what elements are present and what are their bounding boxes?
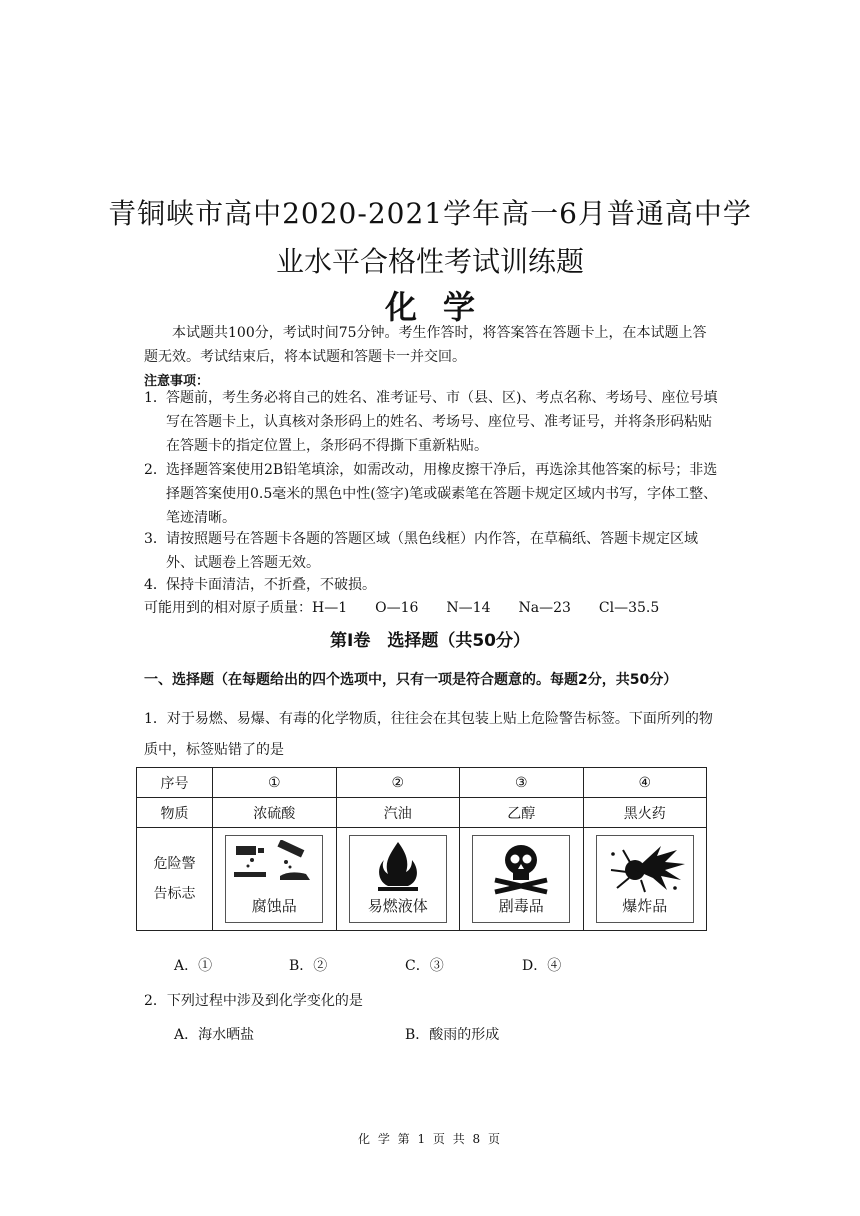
note-item xyxy=(144,527,720,575)
table-cell xyxy=(213,828,337,931)
page-footer: 化 学 第 1 页 共 8 页 xyxy=(358,1132,502,1146)
q1-option-b[interactable]: B．② xyxy=(289,958,328,974)
table-row xyxy=(137,768,707,798)
part-title: 一、选择题（在每题给出的四个选项中，只有一项是符合题意的。每题2分，共50分） xyxy=(144,672,678,688)
paper-title-line2: 业水平合格性考试训练题 xyxy=(275,245,584,278)
sign-label: 腐蚀品 xyxy=(251,897,297,915)
note-item xyxy=(144,386,720,458)
table-cell: 浓硫酸 xyxy=(213,798,337,828)
skull-crossbones-icon xyxy=(477,840,565,896)
hazard-sign xyxy=(596,835,694,923)
sign-label: 爆炸品 xyxy=(622,897,668,915)
table-cell: 物质 xyxy=(137,798,213,828)
q2-option-a[interactable]: A．海水晒盐 xyxy=(174,1027,255,1043)
corrosive-icon xyxy=(230,840,318,896)
hazard-table xyxy=(136,767,707,931)
q1-option-d[interactable]: D．④ xyxy=(522,958,562,974)
table-row xyxy=(137,798,707,828)
table-cell: ① xyxy=(213,768,337,798)
table-row xyxy=(137,828,707,931)
paper-title-line1: 青铜峡市高中2020-2021学年高一6月普通高中学 xyxy=(108,197,752,230)
note-item xyxy=(144,573,720,597)
note-text: 保持卡面清洁，不折叠，不破损。 xyxy=(166,577,376,593)
atomic-masses: 可能用到的相对原子质量：H—1 O—16 N—14 Na—23 Cl—35.5 xyxy=(144,600,660,616)
table-cell: 汽油 xyxy=(336,798,460,828)
section-title: 第Ⅰ卷 选择题（共50分） xyxy=(330,631,530,651)
subject-title: 化学 xyxy=(384,288,501,326)
q2-option-b[interactable]: B．酸雨的形成 xyxy=(405,1027,500,1043)
hazard-sign xyxy=(225,835,323,923)
note-number: 2． xyxy=(144,462,167,478)
note-item xyxy=(144,458,720,530)
table-cell: 乙醇 xyxy=(460,798,584,828)
table-cell xyxy=(336,828,460,931)
q1-option-a[interactable]: A．① xyxy=(174,958,213,974)
question-1-stem: 1．对于易燃、易爆、有毒的化学物质，往往会在其包装上贴上危险警告标签。下面所列的物质中，标签贴错了的是 xyxy=(144,711,713,758)
note-number: 4． xyxy=(144,577,167,593)
row-header-label: 危险警告标志 xyxy=(153,856,196,902)
question-2-stem: 2．下列过程中涉及到化学变化的是 xyxy=(144,993,363,1009)
hazard-sign xyxy=(472,835,570,923)
table-cell xyxy=(460,828,584,931)
hazard-sign xyxy=(349,835,447,923)
note-number: 3． xyxy=(144,531,167,547)
sign-label: 剧毒品 xyxy=(498,897,544,915)
table-cell xyxy=(137,828,213,931)
note-text: 选择题答案使用2B铅笔填涂，如需改动，用橡皮擦干净后，再选涂其他答案的标号；非选择题答案使用0.5毫米的黑色中性(签字)笔或碳素笔在答题卡规定区域内书写，字体工整、笔迹清晰。 xyxy=(166,462,718,526)
q1-option-c[interactable]: C．③ xyxy=(405,958,444,974)
table-cell xyxy=(583,828,707,931)
note-number: 1． xyxy=(144,390,167,406)
table-cell: ② xyxy=(336,768,460,798)
note-text: 请按照题号在答题卡各题的答题区域（黑色线框）内作答，在草稿纸、答题卡规定区域外、试题卷上答题无效。 xyxy=(166,531,698,571)
flame-icon xyxy=(354,840,442,896)
sign-label: 易燃液体 xyxy=(367,897,428,915)
exam-instructions: 本试题共100分，考试时间75分钟。考生作答时，将答案答在答题卡上，在本试题上答题无效。考试结束后，将本试题和答题卡一并交回。 xyxy=(144,325,707,365)
notes-heading: 注意事项： xyxy=(144,374,210,389)
table-cell: ④ xyxy=(583,768,707,798)
note-text: 答题前，考生务必将自己的姓名、准考证号、市（县、区)、考点名称、考场号、座位号填写在答题卡上，认真核对条形码上的姓名、考场号、座位号、准考证号，并将条形码粘贴在答题卡的指定位置上，条形码不得撕下重新粘贴。 xyxy=(166,390,718,454)
table-cell: 黑火药 xyxy=(583,798,707,828)
explosion-icon xyxy=(601,840,689,896)
table-cell: ③ xyxy=(460,768,584,798)
table-cell: 序号 xyxy=(137,768,213,798)
